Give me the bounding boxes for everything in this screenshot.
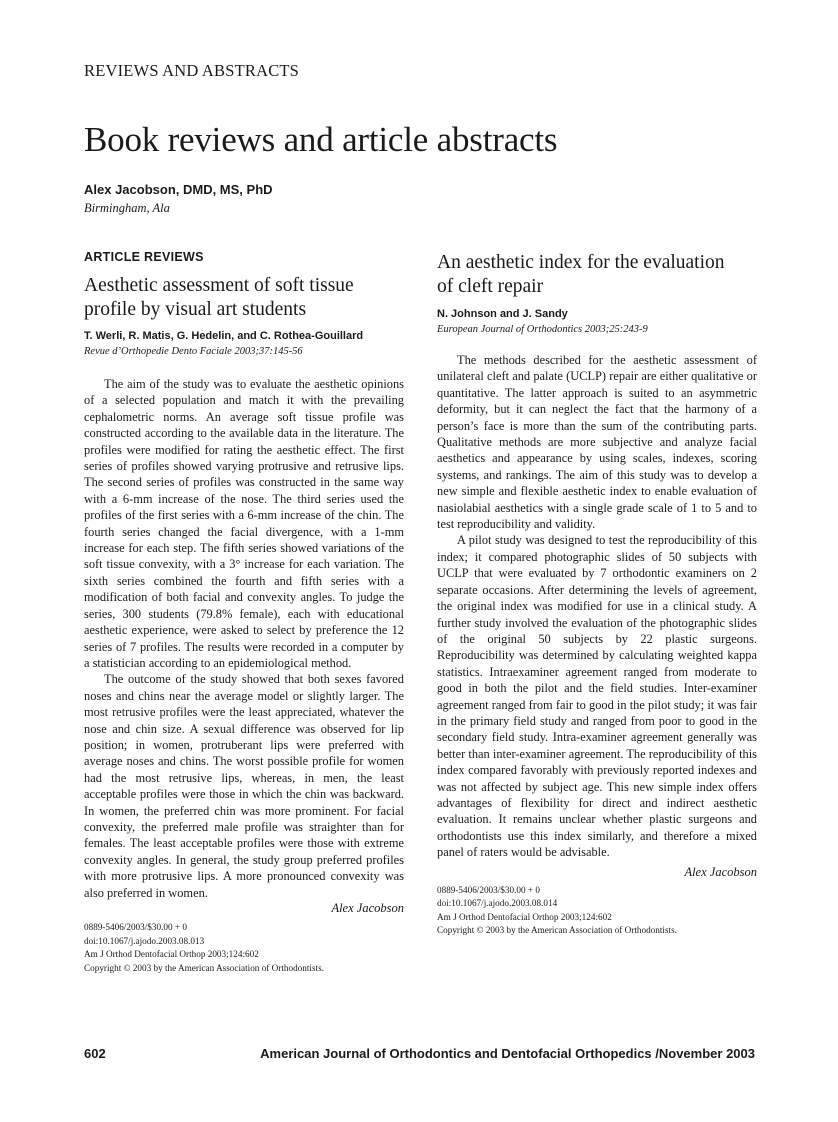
right-reviewer: Alex Jacobson — [684, 864, 757, 879]
left-article-title — [84, 274, 404, 322]
right-meta-doi: doi:10.1067/j.ajodo.2003.08.014 — [437, 898, 558, 909]
page-number: 602 — [84, 1046, 106, 1061]
right-meta-citation: Am J Orthod Dentofacial Orthop 2003;124:602 — [437, 911, 612, 922]
left-title-line2: profile by visual art students — [84, 299, 307, 320]
left-meta-copyright: Copyright © 2003 by the American Association of Orthodontists. — [84, 962, 324, 973]
left-article-authors: T. Werli, R. Matis, G. Hedelin, and C. Rothea-Gouillard — [84, 330, 364, 342]
left-meta-price: 0889-5406/2003/$30.00 + 0 — [84, 922, 187, 932]
left-meta — [84, 921, 404, 975]
author-place: Birmingham, Ala — [84, 201, 170, 215]
right-article-body — [437, 352, 757, 861]
author-name: Alex Jacobson, DMD, MS, PhD — [84, 182, 273, 197]
right-meta-price: 0889-5406/2003/$30.00 + 0 — [437, 884, 540, 895]
right-article-title — [437, 251, 757, 299]
right-article-authors: N. Johnson and J. Sandy — [437, 308, 568, 320]
left-reviewer: Alex Jacobson — [331, 901, 404, 915]
left-paragraph-2: The outcome of the study showed that both sexes favored noses and chins near the average model or slightly larger. The most retrusive profiles were the least appreciated, whatever the nose and chin size. A sexual difference was observed for lip position; in women, protruberant lips were preferred with average noses and chins. The worst possible profile for women had the most retrusive lips, whereas, in men, the least acceptable profiles were those in which the chin was backward. In women, the preferred chin was more prominent. For facial convexity, the preferred male profile was straighter than for females. The least acceptable profiles were those with extreme convexity angles. In general, the study group preferred profiles with more protrusive lips. A more pronounced convexity was also preferred in women. — [84, 672, 404, 900]
journal-footer: American Journal of Orthodontics and Dentofacial Orthopedics /November 2003 — [260, 1046, 755, 1061]
right-title-line2: of cleft repair — [437, 276, 544, 297]
page-title: Book reviews and article abstracts — [84, 120, 558, 159]
right-meta-copyright: Copyright © 2003 by the American Association of Orthodontists. — [437, 925, 677, 936]
left-title-line1: Aesthetic assessment of soft tissue — [84, 275, 354, 296]
right-meta — [437, 884, 757, 938]
section-label: REVIEWS AND ABSTRACTS — [84, 61, 300, 80]
left-article — [84, 274, 404, 975]
left-paragraph-1: The aim of the study was to evaluate the aesthetic opinions of a selected population and match it with the prevailing cephalometric norms. An average soft tissue profile was constructed according to the available data in the literature. The profiles were modified for rating the aesthetic effect. The first series of profiles showed varying protrusive and retrusive lips. The second series of profiles was constructed in the same way with a 6-mm increase of the nose. The third series used the profiles of the first series with a 6-mm increase of the chin. The fourth series changed the facial divergence, with a 1-mm increase for each step. The fifth series showed variations of the soft tissue convexity, with a 3° increase for each variation. The sixth series combined the fourth and fifth series with a modification of both facial and convexity angles. To judge the series, 300 students (79.8% female), each with educational aesthetic experience, were asked to select by preference the 12 series of 7 profiles. The results were recorded in a computer by a statistician according to an epidemiological method. — [84, 377, 404, 670]
article-reviews-heading: ARTICLE REVIEWS — [84, 250, 204, 264]
left-meta-citation: Am J Orthod Dentofacial Orthop 2003;124:602 — [84, 949, 259, 959]
right-title-line1: An aesthetic index for the evaluation — [437, 252, 725, 273]
right-article-source: European Journal of Orthodontics 2003;25:243-9 — [437, 324, 648, 335]
right-article — [437, 251, 757, 938]
right-paragraph-2: A pilot study was designed to test the reproducibility of this index; it compared photographic slides of 50 subjects with UCLP that were evaluated by 7 orthodontic examiners on 2 separate occasions. After determining the levels of agreement, the original index was modified for use in a clinical study. A further study involved the evaluation of the photographic slides of the original 50 subjects by 22 plastic surgeons. Reproducibility was determined by calculating weighted kappa statistics. Intraexaminer agreement ranged from moderate to good in both the pilot and the field studies. Inter-examiner agreement ranged from fair to good in the pilot study; it was fair in the primary field study and ranged from poor to good in the secondary field study. Intra-examiner agreement generally was better than inter-examiner agreement. The reproducibility of this index compared favorably with previously reported indexes and was not affected by subject age. This new simple index offers advantages of flexibility for direct and indirect aesthetic evaluation. It remains unclear whether plastic surgeons and orthodontists use this index similarly, and therefore a mixed panel of raters would be advisable. — [437, 533, 757, 860]
right-paragraph-1: The methods described for the aesthetic assessment of unilateral cleft and palate (UCLP) repair are either qualitative or quantitative. The latter approach is suited to an asymmetric deformity, but it can neglect the fact that the harmony of a person’s face is more than the sum of the contributing parts. Qualitative methods are more subjective and analyze facial aesthetics and appearance by using scales, indexes, scoring systems, and rankings. The aim of this study was to develop a new simple and flexible aesthetic index to enable evaluation of nasiolabial aesthetics with a single grade scale of 1 to 5 and to test reproducibility and validity. — [437, 353, 757, 532]
left-meta-doi: doi:10.1067/j.ajodo.2003.08.013 — [84, 935, 205, 946]
left-article-source: Revue d’Orthopedie Dento Faciale 2003;37:145-56 — [84, 346, 303, 357]
left-article-body — [84, 376, 404, 901]
